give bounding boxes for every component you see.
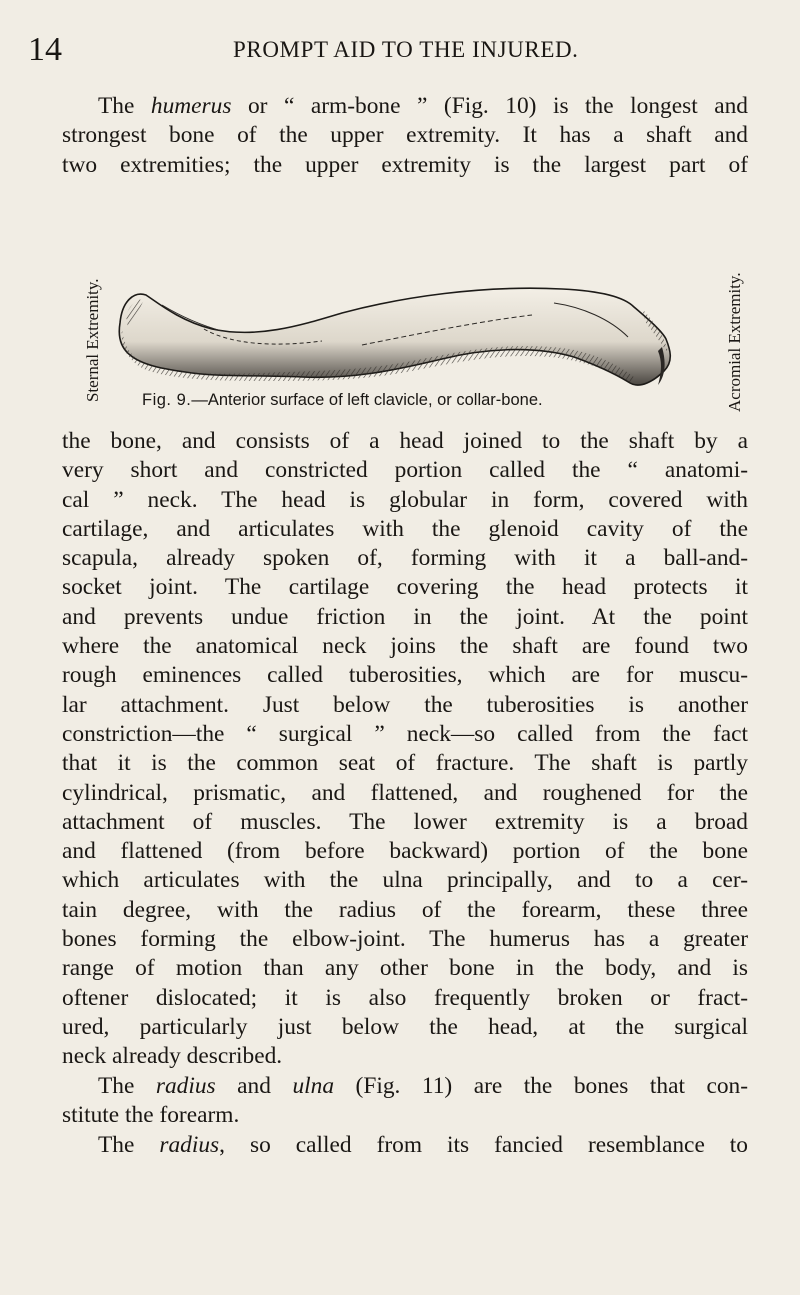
text-line: scapula, already spoken of, forming with it a ball-and- bbox=[62, 545, 748, 572]
text-line: bones forming the elbow-joint. The humerus has a greater bbox=[62, 926, 748, 953]
running-head bbox=[28, 30, 748, 70]
text-line: where the anatomical neck joins the shaft are found two bbox=[62, 633, 748, 660]
text-line: rough eminences called tuberosities, which are for muscu- bbox=[62, 662, 748, 689]
text-line: socket joint. The cartilage covering the head protects it bbox=[62, 574, 748, 601]
term-humerus: humerus bbox=[150, 93, 232, 119]
text-line: constriction—the “ surgical ” neck—so called from the fact bbox=[62, 720, 748, 747]
text-line: very short and constricted portion called the “ anatomi- bbox=[62, 457, 748, 484]
text-line: cartilage, and articulates with the glenoid cavity of the bbox=[62, 515, 748, 542]
text-line: ured, particularly just below the head, at the surgical bbox=[62, 1013, 748, 1040]
text-line: The radius and ulna (Fig. 11) are the bones that con- bbox=[98, 1073, 749, 1099]
term-ulna: ulna bbox=[292, 1073, 335, 1099]
figure-caption bbox=[142, 391, 543, 410]
text-line: oftener dislocated; it is also frequently broken or fract- bbox=[62, 984, 748, 1011]
paragraph-radius-ulna bbox=[62, 1072, 748, 1131]
caption-text: —Anterior surface of left clavicle, or collar-bone. bbox=[191, 391, 543, 409]
text-line: stitute the forearm. bbox=[62, 1102, 240, 1129]
text-line: The radius, so called from its fancied resemblance to bbox=[98, 1132, 749, 1158]
text-line: the bone, and consists of a head joined to the shaft by a bbox=[62, 428, 748, 454]
label-sternal-extremity: Sternal Extremity. bbox=[83, 278, 102, 402]
label-acromial-extremity: Acromial Extremity. bbox=[725, 272, 744, 412]
figure-number: Fig. 9. bbox=[142, 391, 192, 409]
text-line: neck already described. bbox=[62, 1043, 283, 1070]
text-line: The humerus or “ arm-bone ” (Fig. 10) is the longest and bbox=[98, 93, 749, 119]
text-line: two extremities; the upper extremity is the largest part of bbox=[62, 151, 748, 178]
paragraph-humerus-intro bbox=[62, 92, 748, 180]
text-line: strongest bone of the upper extremity. It has a shaft and bbox=[62, 122, 748, 149]
text-line: which articulates with the ulna principally, and to a cer- bbox=[62, 867, 748, 894]
text-line: tain degree, with the radius of the forearm, these three bbox=[62, 896, 748, 923]
figure-clavicle bbox=[62, 272, 752, 412]
text-line: attachment of muscles. The lower extremity is a broad bbox=[62, 808, 748, 835]
term-radius: radius bbox=[159, 1132, 220, 1158]
paragraph-humerus-body bbox=[62, 427, 748, 1072]
text-line: and flattened (from before backward) portion of the bone bbox=[62, 838, 748, 865]
clavicle-illustration bbox=[62, 285, 752, 389]
text-line: lar attachment. Just below the tuberosities is another bbox=[62, 691, 748, 718]
term-radius: radius bbox=[155, 1073, 216, 1099]
text-line: cal ” neck. The head is globular in form, covered with bbox=[62, 486, 748, 513]
paragraph-radius bbox=[62, 1131, 748, 1160]
text-line: and prevents undue friction in the joint. At the point bbox=[62, 603, 748, 630]
page-number: 14 bbox=[28, 31, 62, 68]
text-line: that it is the common seat of fracture. The shaft is partly bbox=[62, 750, 748, 777]
text-line: range of motion than any other bone in the body, and is bbox=[62, 955, 748, 982]
text-line: cylindrical, prismatic, and flattened, and roughened for the bbox=[62, 779, 748, 806]
running-title: PROMPT AID TO THE INJURED. bbox=[233, 37, 579, 62]
